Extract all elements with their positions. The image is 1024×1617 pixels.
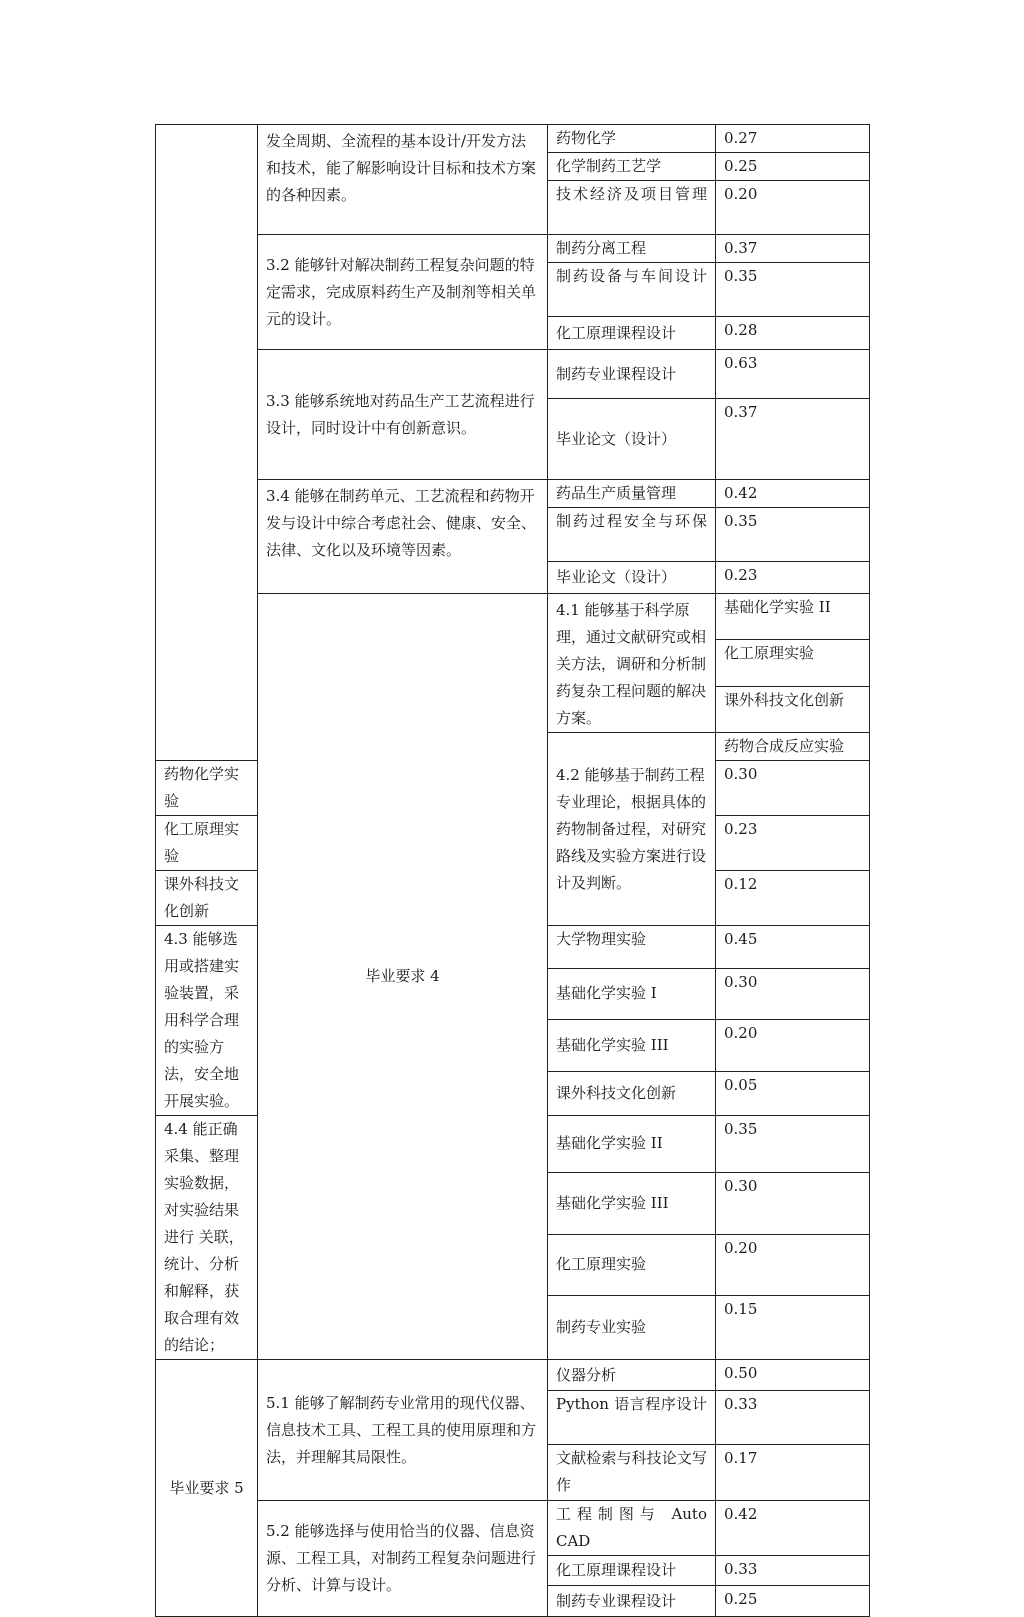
course-cell: 药物化学	[548, 125, 716, 153]
weight-cell: 0.15	[716, 1296, 870, 1360]
weight-cell: 0.20	[716, 1020, 870, 1072]
course-cell: 化工原理课程设计	[548, 317, 716, 350]
indicator-cell: 4.1 能够基于科学原理，通过文献研究或相关方法，调研和分析制药复杂工程问题的解决方案。	[548, 594, 716, 733]
indicator-cell: 3.2 能够针对解决制药工程复杂问题的特定需求，完成原料药生产及制剂等相关单元的设计。	[258, 235, 548, 350]
weight-cell: 0.05	[716, 1071, 870, 1115]
requirement-cell: 毕业要求 4	[258, 594, 548, 1360]
weight-cell: 0.28	[716, 317, 870, 350]
weight-cell: 0.25	[716, 1586, 870, 1617]
weight-cell: 0.33	[716, 1556, 870, 1586]
weight-cell: 0.35	[716, 263, 870, 317]
course-cell: 毕业论文（设计）	[548, 562, 716, 594]
course-cell: 药物合成反应实验	[716, 733, 870, 761]
course-cell: 基础化学实验 II	[548, 1116, 716, 1173]
table-row	[156, 125, 870, 153]
weight-cell: 0.42	[716, 480, 870, 508]
weight-cell: 0.17	[716, 1445, 870, 1501]
course-cell: Python 语言程序设计	[548, 1391, 716, 1445]
course-cell: 制药过程安全与环保	[548, 508, 716, 562]
weight-cell: 0.23	[716, 816, 870, 871]
weight-cell: 0.33	[716, 1391, 870, 1445]
requirement-cell	[156, 125, 258, 761]
course-cell: 制药专业课程设计	[548, 350, 716, 399]
course-cell: 制药专业课程设计	[548, 1586, 716, 1617]
table-row	[156, 1360, 870, 1391]
course-cell: 课外科技文化创新	[548, 1071, 716, 1115]
course-cell: 化工原理实验	[548, 1234, 716, 1296]
weight-cell: 0.63	[716, 350, 870, 399]
weight-cell: 0.30	[716, 968, 870, 1020]
table-row	[156, 594, 870, 640]
course-cell: 基础化学实验 I	[548, 968, 716, 1020]
course-cell: 化工原理课程设计	[548, 1556, 716, 1586]
course-cell: 技术经济及项目管理	[548, 181, 716, 235]
weight-cell: 0.30	[716, 1172, 870, 1234]
weight-cell: 0.20	[716, 1234, 870, 1296]
weight-cell: 0.30	[716, 761, 870, 816]
indicator-cell: 3.4 能够在制药单元、工艺流程和药物开发与设计中综合考虑社会、健康、安全、法律、文化以及环境等因素。	[258, 480, 548, 594]
course-cell: 工程制图与 Auto CAD	[548, 1501, 716, 1556]
course-cell: 基础化学实验 III	[548, 1020, 716, 1072]
indicator-cell: 4.2 能够基于制药工程专业理论，根据具体的药物制备过程，对研究路线及实验方案进行设计及判断。	[548, 733, 716, 926]
course-cell: 大学物理实验	[548, 926, 716, 969]
table-row	[156, 350, 870, 399]
weight-cell: 0.50	[716, 1360, 870, 1391]
course-cell: 药物化学实验	[156, 761, 258, 816]
course-cell: 化工原理实验	[156, 816, 258, 871]
course-cell: 药品生产质量管理	[548, 480, 716, 508]
weight-cell: 0.12	[716, 871, 870, 926]
indicator-cell: 5.1 能够了解制药专业常用的现代仪器、信息技术工具、工程工具的使用原理和方法，并理解其局限性。	[258, 1360, 548, 1501]
indicator-cell: 4.3 能够选用或搭建实验装置，采用科学合理的实验方法，安全地开展实验。	[156, 926, 258, 1116]
weight-cell: 0.35	[716, 1116, 870, 1173]
course-cell: 仪器分析	[548, 1360, 716, 1391]
requirements-course-matrix-table	[155, 124, 870, 1617]
weight-cell: 0.27	[716, 125, 870, 153]
course-cell: 毕业论文（设计）	[548, 399, 716, 480]
course-cell: 课外科技文化创新	[716, 686, 870, 732]
course-cell: 基础化学实验 II	[716, 594, 870, 640]
weight-cell: 0.42	[716, 1501, 870, 1556]
course-cell: 制药设备与车间设计	[548, 263, 716, 317]
course-cell: 课外科技文化创新	[156, 871, 258, 926]
weight-cell: 0.37	[716, 235, 870, 263]
course-cell: 文献检索与科技论文写作	[548, 1445, 716, 1501]
indicator-cell: 3.3 能够系统地对药品生产工艺流程进行设计，同时设计中有创新意识。	[258, 350, 548, 480]
weight-cell: 0.25	[716, 153, 870, 181]
requirement-cell: 毕业要求 5	[156, 1360, 258, 1617]
table-row	[156, 235, 870, 263]
weight-cell: 0.20	[716, 181, 870, 235]
course-cell: 基础化学实验 III	[548, 1172, 716, 1234]
indicator-cell: 发全周期、全流程的基本设计/开发方法和技术，能了解影响设计目标和技术方案的各种因素。	[258, 125, 548, 235]
weight-cell: 0.37	[716, 399, 870, 480]
course-cell: 化学制药工艺学	[548, 153, 716, 181]
weight-cell: 0.45	[716, 926, 870, 969]
table-row	[156, 480, 870, 508]
weight-cell: 0.23	[716, 562, 870, 594]
course-cell: 制药专业实验	[548, 1296, 716, 1360]
course-cell: 化工原理实验	[716, 640, 870, 686]
indicator-cell: 4.4 能正确采集、整理实验数据，对实验结果进行 关联，统计、分析和解释，获取合理有效的结论；	[156, 1116, 258, 1360]
weight-cell: 0.35	[716, 508, 870, 562]
indicator-cell: 5.2 能够选择与使用恰当的仪器、信息资源、工程工具，对制药工程复杂问题进行分析、计算与设计。	[258, 1501, 548, 1617]
table-row	[156, 1501, 870, 1529]
course-cell: 制药分离工程	[548, 235, 716, 263]
